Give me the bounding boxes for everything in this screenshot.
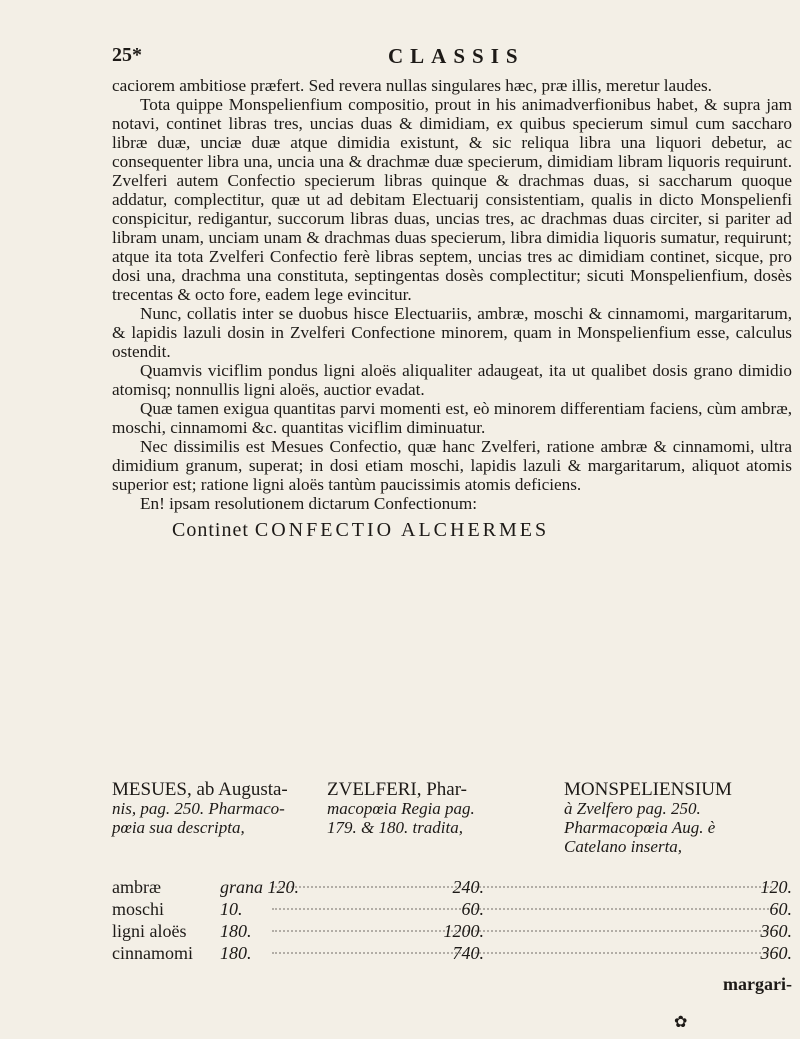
dot-leader [272,930,772,932]
section-prefix: Continet [172,519,249,541]
ink-mark-icon: ✿ [674,1014,688,1031]
ingredient-row [112,877,792,899]
value-monspeliensium: 60. [769,899,792,919]
column-line: nis, pag. 250. Pharmaco- [112,799,285,818]
paragraph: caciorem ambitiose præfert. Sed revera nullas singulares hæc, præ illis, meretur laudes. [112,76,712,95]
paragraph: Quamvis viciflim pondus ligni aloës aliqualiter adaugeat, ita ut qualibet dosis grano dimidio atomisq; nonnullis ligni aloës, auctior evadat. [112,361,792,399]
column-line: macopœia Regia pag. [327,799,475,818]
column-monspeliensium [564,780,800,856]
column-line: 179. & 180. tradita, [327,818,464,837]
dot-leader [272,952,772,954]
ingredient-table [112,877,792,965]
source-columns [112,780,800,870]
paragraph: Nec dissimilis est Mesues Confectio, quæ hanc Zvelferi, ratione ambræ & cinnamomi, ultra dimidium granum, superat; in dosi etiam moschi, lapidis lazuli & margaritarum, aliquot atomis superior est; ratione ligni aloës tantùm paucissimis atomis deficiens. [112,437,792,494]
page-number: 25* [112,44,142,66]
paragraph: En! ipsam resolutionem dictarum Confectionum: [140,494,477,513]
value-monspeliensium: 120. [760,877,792,897]
ingredient-name: ambræ [112,877,161,897]
column-line: pœia sua descripta, [112,818,245,837]
paragraph: Nunc, collatis inter se duobus hisce Electuariis, ambræ, moschi & cinnamomi, margaritarum, & lapidis lazuli dosin in Zvelferi Confectione minorem, quam in Monspelienfium esse, calculus ostendit. [112,304,792,361]
ingredient-row [112,943,792,965]
ingredient-row [112,921,792,943]
section-title: CONFECTIO ALCHERMES [254,519,550,541]
value-mesues: 180. [220,943,252,963]
page-header [112,44,704,68]
paragraph: Tota quippe Monspelienfium compositio, prout in his animadverfionibus habet, & supra jam notavi, continet libras tres, uncias duas & dimidiam, ex quibus specierum simul cum saccharo libræ duæ, unciæ duæ atque dimidia existunt, & sic reliqua libra una liquori debetur, ac consequenter libra una, uncia una & drachmæ duæ specierum, dimidiam libram liquoris requirunt. Zvelferi autem Confectio specierum libras quinque & drachmas duas, si saccharum quoque addatur, complectitur, quæ ut ad debitam Electuarij consistentiam, qualis in dicto Monspelienfi conspicitur, redigantur, succorum libras duas, uncias tres, ac drachmas duas circiter, si pariter ad libram unam, unciam unam & drachmas duas specierum, libra dimidia liquoris sumatur, requirunt; atque ita tota Zvelferi Confectio ferè libras septem, uncias tres ac dimidiam continet, sicque, pro dosi una, drachma una constituta, septingentas dosès complectitur; sicuti Monspelienfium, dosès trecentas & octo fore, eadem lege evincitur. [112,95,792,304]
paragraph: Quæ tamen exigua quantitas parvi momenti est, eò minorem differentiam faciens, cùm ambræ, moschi, cinnamomi &c. quantitas viciflim diminuatur. [112,399,792,437]
column-head: MONSPELIENSIUM [564,779,732,800]
ingredient-name: ligni aloës [112,921,187,941]
body-text [112,76,792,542]
value-zvelferi: 740. [452,943,484,963]
value-monspeliensium: 360. [760,921,792,941]
catchword: margari- [723,974,792,994]
value-monspeliensium: 360. [760,943,792,963]
ingredient-name: moschi [112,899,164,919]
value-mesues: 180. [220,921,252,941]
column-line: à Zvelfero pag. 250. [564,799,701,818]
section-heading [112,519,792,542]
dot-leader [272,908,772,910]
column-zvelferi [327,780,542,837]
dot-leader [272,886,772,888]
ingredient-row [112,899,792,921]
value-mesues: grana 120. [220,877,300,897]
value-zvelferi: 60. [461,899,484,919]
value-zvelferi: 240. [452,877,484,897]
column-line: Catelano inserta, [564,837,683,856]
value-mesues: 10. [220,899,243,919]
column-head: MESUES, ab Augusta- [112,779,288,800]
value-zvelferi: 1200. [443,921,484,941]
column-head: ZVELFERI, Phar- [327,779,467,800]
running-head: CLASSIS [388,44,525,68]
ingredient-name: cinnamomi [112,943,193,963]
column-line: Pharmacopœia Aug. è [564,818,716,837]
column-mesues [112,780,317,837]
